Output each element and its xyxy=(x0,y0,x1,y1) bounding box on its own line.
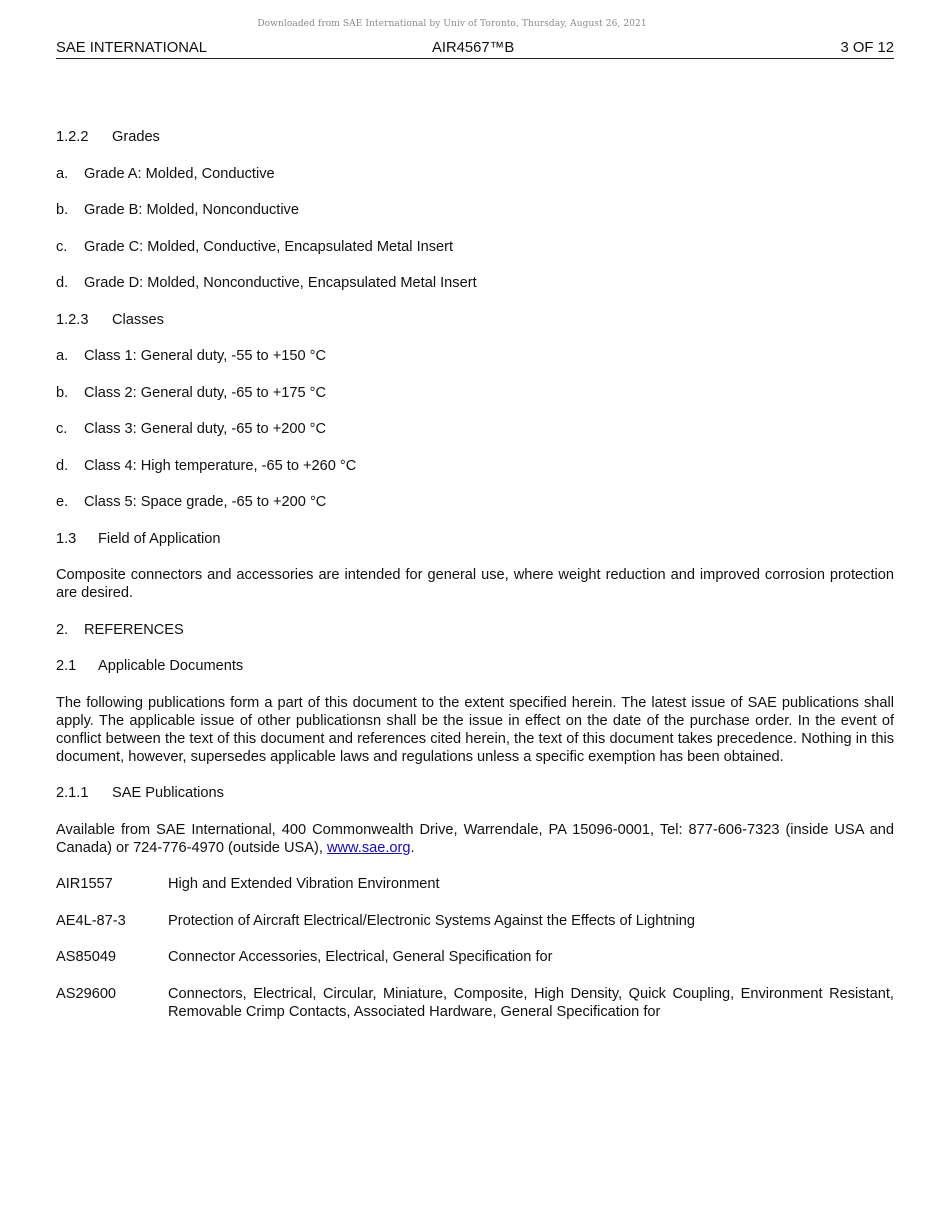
list-text: Grade A: Molded, Conductive xyxy=(84,165,275,182)
download-watermark: Downloaded from SAE International by Univ of Toronto, Thursday, August 26, 2021 xyxy=(257,19,647,29)
list-item xyxy=(56,165,894,183)
reference-code: AS85049 xyxy=(56,949,117,965)
page-header xyxy=(56,38,894,59)
list-letter: c. xyxy=(56,238,68,255)
list-text: Class 3: General duty, -65 to +200 °C xyxy=(84,421,327,437)
list-item xyxy=(56,238,894,256)
availability-text: Available from SAE International, 400 Commonwealth Drive, Warrendale, PA 15096-0001, Tel: 877-606-7323 (inside USA and Canada) or 724-776-4970 (outside USA), xyxy=(56,821,894,856)
reference-title: Protection of Aircraft Electrical/Electronic Systems Against the Effects of Lightning xyxy=(168,912,695,929)
reference-entry xyxy=(56,875,894,893)
list-item xyxy=(56,493,894,511)
section-title: SAE Publications xyxy=(112,785,224,801)
list-letter: a. xyxy=(56,348,69,364)
section-title: Field of Application xyxy=(98,530,221,547)
list-item xyxy=(56,420,894,438)
reference-entry xyxy=(56,948,894,966)
list-text: Class 5: Space grade, -65 to +200 °C xyxy=(84,494,327,510)
sae-availability-paragraph xyxy=(56,821,894,857)
list-letter: c. xyxy=(56,421,68,437)
reference-code: AE4L-87-3 xyxy=(56,912,126,929)
reference-code: AS29600 xyxy=(56,985,117,1002)
field-of-application-paragraph: Composite connectors and accessories are intended for general use, where weight reduction and improved corrosion protection are desired. xyxy=(56,567,894,601)
list-item xyxy=(56,201,894,219)
reference-entry xyxy=(56,912,894,930)
availability-trailing: . xyxy=(410,839,415,856)
list-letter: d. xyxy=(56,275,69,291)
reference-code: AIR1557 xyxy=(56,876,113,892)
section-number: 2.1 xyxy=(56,658,77,674)
section-number: 2. xyxy=(56,621,69,638)
section-number: 1.3 xyxy=(56,530,77,547)
applicable-documents-paragraph: The following publications form a part of this document to the extent specified herein. The latest issue of SAE publications shall apply. The applicable issue of other publicationsn shall be the issue in effect on the date of the purchase order. In the event of conflict between the text of this document and references cited herein, the text of this document takes precedence. Nothing in this document, however, supersedes applicable laws and regulations unless a specific exemption has been obtained. xyxy=(56,694,894,765)
reference-title: Connector Accessories, Electrical, General Specification for xyxy=(168,949,553,965)
header-doc-id: AIR4567™B xyxy=(432,40,515,56)
reference-entry xyxy=(56,985,894,1021)
sae-website-link[interactable]: www.sae.org xyxy=(326,839,411,856)
section-heading-references xyxy=(56,621,894,639)
reference-title: High and Extended Vibration Environment xyxy=(168,876,440,892)
section-heading-classes xyxy=(56,311,894,329)
list-text: Class 1: General duty, -55 to +150 °C xyxy=(84,348,327,364)
header-page-number: 3 OF 12 xyxy=(840,40,894,56)
section-heading-field-of-application xyxy=(56,530,894,548)
list-letter: a. xyxy=(56,165,69,182)
list-text: Class 2: General duty, -65 to +175 °C xyxy=(84,384,327,401)
list-text: Grade B: Molded, Nonconductive xyxy=(84,202,299,218)
list-letter: d. xyxy=(56,457,69,474)
section-title: Classes xyxy=(112,311,164,328)
list-text: Grade D: Molded, Nonconductive, Encapsulated Metal Insert xyxy=(84,275,477,291)
section-heading-sae-publications xyxy=(56,784,894,802)
list-text: Class 4: High temperature, -65 to +260 °C xyxy=(84,457,357,474)
section-heading-applicable-documents xyxy=(56,657,894,675)
reference-title: Connectors, Electrical, Circular, Miniature, Composite, High Density, Quick Coupling, Environment Resistant, Removable Crimp Contacts, Associated Hardware, General Specification for xyxy=(168,985,894,1020)
list-letter: b. xyxy=(56,384,69,401)
list-letter: b. xyxy=(56,202,69,218)
section-number: 2.1.1 xyxy=(56,785,89,801)
list-item xyxy=(56,384,894,402)
document-body xyxy=(56,128,894,1039)
section-title: Applicable Documents xyxy=(98,658,244,674)
list-item xyxy=(56,457,894,475)
section-title: REFERENCES xyxy=(84,621,184,638)
list-item xyxy=(56,274,894,292)
header-org: SAE INTERNATIONAL xyxy=(56,40,208,56)
section-number: 1.2.3 xyxy=(56,311,89,328)
section-heading-grades xyxy=(56,128,894,146)
list-letter: e. xyxy=(56,494,69,510)
section-number: 1.2.2 xyxy=(56,129,89,145)
list-text: Grade C: Molded, Conductive, Encapsulated Metal Insert xyxy=(84,238,454,255)
list-item xyxy=(56,347,894,365)
section-title: Grades xyxy=(112,129,160,145)
